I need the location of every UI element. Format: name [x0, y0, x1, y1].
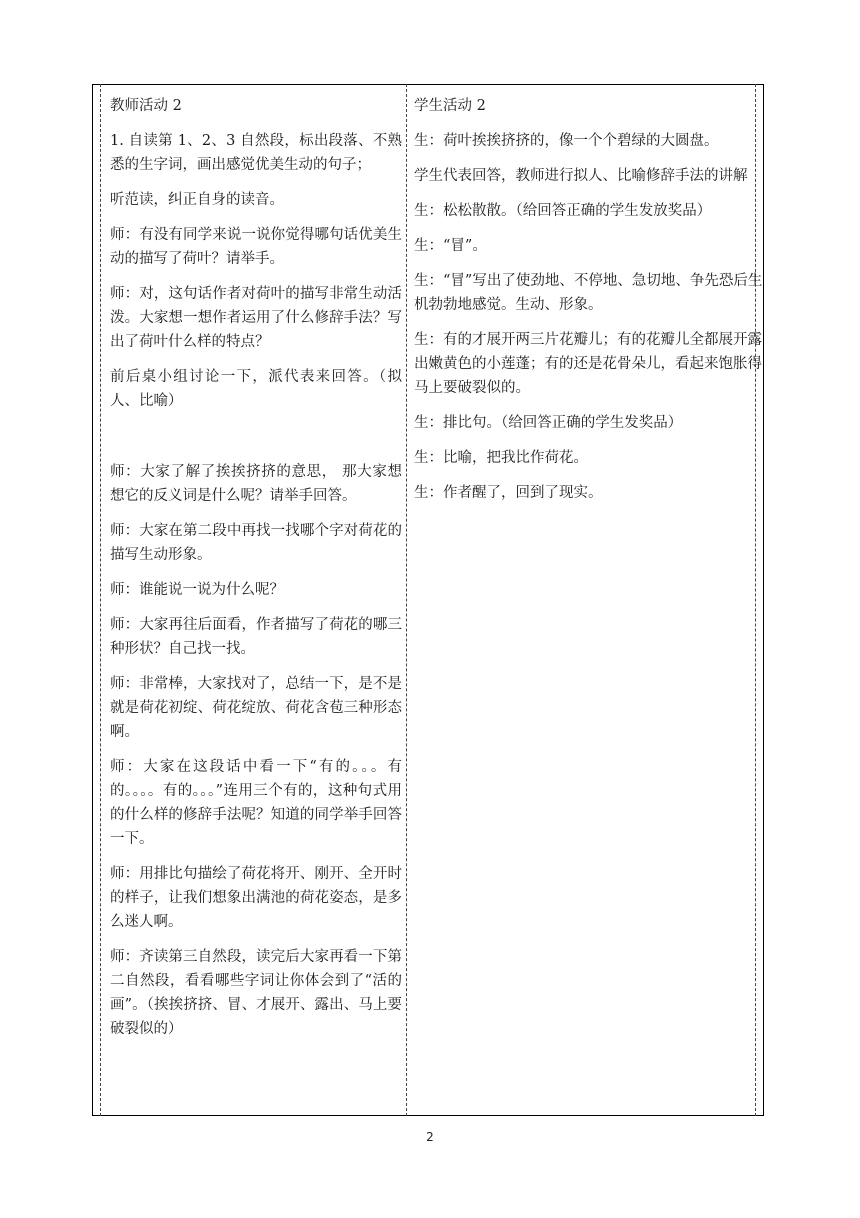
- table-left-guide-line: [100, 84, 101, 1116]
- student-paragraph: 生：有的才展开两三片花瓣儿；有的花瓣儿全都展开露出嫩黄色的小莲蓬；有的还是花骨朵儿，看起来饱胀得马上要破裂似的。: [414, 332, 762, 396]
- teacher-paragraph: 听范读，纠正自身的读音。: [110, 192, 284, 208]
- teacher-paragraph: 师：大家在这段话中看一下“有的。。。有的。。。。有的。。。”连用三个有的，这种句式用的什么样的修辞手法呢？知道的同学举手回答一下。: [110, 759, 402, 847]
- teacher-paragraph: 师：大家再往后面看，作者描写了荷花的哪三种形状？自己找一找。: [110, 617, 402, 657]
- student-paragraph: 生：“冒”写出了使劲地、不停地、急切地、争先恐后生机勃勃地感觉。生动、形象。: [414, 273, 763, 313]
- teacher-activity-column: [110, 94, 402, 1052]
- student-paragraph: 生：排比句。（给回答正确的学生发奖品）: [414, 415, 683, 431]
- paragraph-gap: [110, 424, 402, 460]
- teacher-paragraph: 师：非常棒，大家找对了，总结一下，是不是就是荷花初绽、荷花绽放、荷花含苞三种形态啊。: [110, 676, 402, 740]
- student-paragraph: 生：作者醒了，回到了现实。: [414, 485, 603, 501]
- student-paragraph: 生：比喻，把我比作荷花。: [414, 450, 588, 466]
- teacher-paragraph: 1. 自读第 1、2、3 自然段，标出段落、不熟悉的生字词，画出感觉优美生动的句子；: [110, 133, 402, 173]
- student-paragraph: 生：荷叶挨挨挤挤的，像一个个碧绿的大圆盘。: [414, 133, 719, 149]
- student-activity-heading: 学生活动 2: [414, 98, 486, 114]
- page-number: 2: [426, 1130, 434, 1144]
- teacher-paragraph: 师：大家在第二段中再找一找哪个字对荷花的描写生动形象。: [110, 523, 402, 563]
- teacher-paragraph: 师：用排比句描绘了荷花将开、刚开、全开时的样子，让我们想象出满池的荷花姿态，是多么迷人啊。: [110, 866, 402, 930]
- teacher-activity-heading: 教师活动 2: [110, 98, 182, 114]
- teacher-paragraph: 师：对，这句话作者对荷叶的描写非常生动活泼。大家想一想作者运用了什么修辞手法？写出了荷叶什么样的特点？: [110, 286, 402, 350]
- student-paragraph: 学生代表回答，教师进行拟人、比喻修辞手法的讲解: [414, 168, 748, 184]
- student-activity-column: [414, 94, 764, 516]
- teacher-paragraph: 师：有没有同学来说一说你觉得哪句话优美生动的描写了荷叶？请举手。: [110, 227, 402, 267]
- teacher-paragraph: 前后桌小组讨论一下，派代表来回答。（拟人、比喻）: [110, 369, 402, 409]
- teacher-paragraph: 师：齐读第三自然段，读完后大家再看一下第二自然段，看看哪些字词让你体会到了“活的画”。（挨挨挤挤、冒、才展开、露出、马上要破裂似的）: [110, 949, 402, 1037]
- teacher-paragraph: 师：大家了解了挨挨挤挤的意思， 那大家想想它的反义词是什么呢？请举手回答。: [110, 464, 402, 504]
- student-paragraph: 生：松松散散。（给回答正确的学生发放奖品）: [414, 203, 712, 219]
- teacher-paragraph: 师：谁能说一说为什么呢？: [110, 582, 284, 598]
- student-paragraph: 生：“冒”。: [414, 238, 487, 254]
- column-divider: [406, 84, 407, 1116]
